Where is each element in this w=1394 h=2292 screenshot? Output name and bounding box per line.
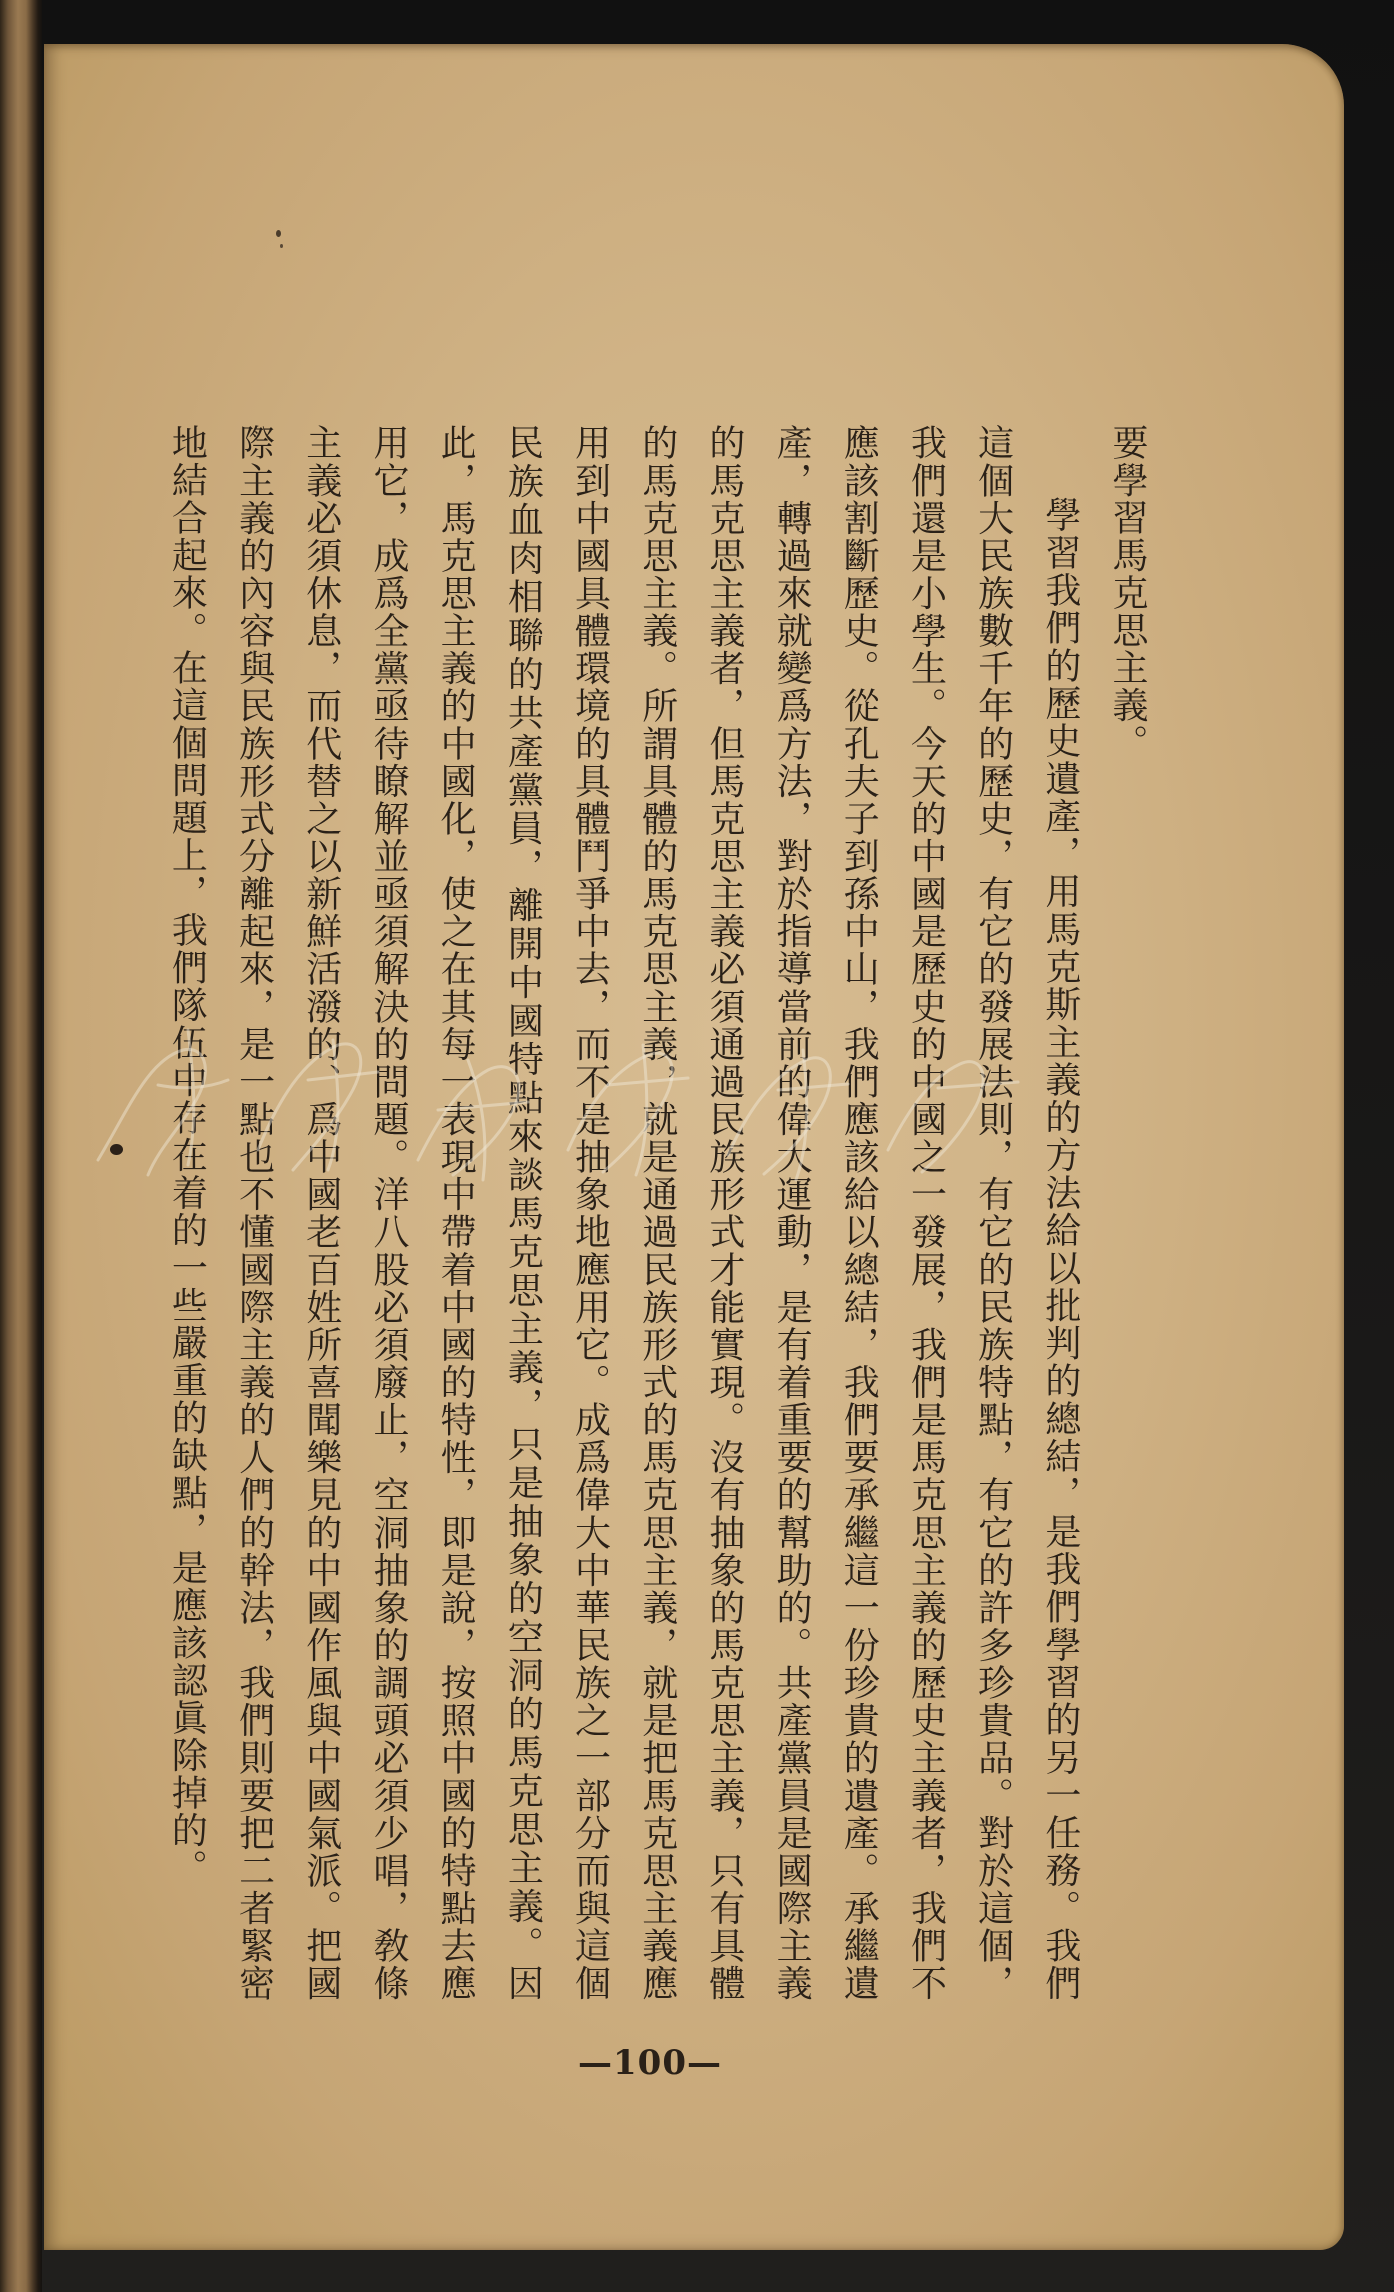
text-column-9: 用到中國具體環境的具體鬥爭中去，而不是抽象地應用它。成爲偉大中華民族之一部分而與這個: [569, 424, 611, 2002]
text-column-15: 地結合起來。在這個問題上，我們隊伍中存在着的一些嚴重的缺點，是應該認眞除掉的。: [166, 424, 208, 1887]
text-column-10: 民族血肉相聯的共產黨員，離開中國特點來談馬克思主義，只是抽象的空洞的馬克思主義。因: [502, 424, 544, 2002]
text-column-13: 主義必須休息，而代替之以新鮮活潑的、爲中國老百姓所喜聞樂見的中國作風與中國氣派。把國: [300, 424, 342, 2002]
text-column-11: 此，馬克思主義的中國化，使之在其每一表現中帶着中國的特性，即是說，按照中國的特點去應: [435, 424, 477, 2002]
page-number: —100—: [578, 2043, 722, 2083]
text-column-3: 這個大民族數千年的歷史，有它的發展法則，有它的民族特點，有它的許多珍貴品。對於這個，: [972, 424, 1014, 2002]
paper-speck: [276, 230, 281, 237]
adjacent-page-edge: [0, 0, 42, 2292]
text-column-14: 際主義的內容與民族形式分離起來，是一點也不懂國際主義的人們的幹法，我們則要把二者緊密: [233, 424, 275, 2002]
text-column-6: 產，轉過來就變爲方法，對於指導當前的偉大運動，是有着重要的幫助的。共產黨員是國際主義: [771, 424, 813, 2002]
text-column-4: 我們還是小學生。今天的中國是歷史的中國之一發展，我們是馬克思主義的歷史主義者，我們不: [905, 424, 947, 2002]
text-column-12: 用它，成爲全黨亟待瞭解並亟須解決的問題。洋八股必須廢止，空洞抽象的調頭必須少唱，敎條: [367, 424, 409, 2002]
text-column-2: 學習我們的歷史遺產，用馬克斯主義的方法給以批判的總結，是我們學習的另一任務。我們: [1039, 496, 1081, 2002]
text-column-1: 要學習馬克思主義。: [1107, 424, 1148, 762]
vertical-text-body: [153, 424, 1161, 2002]
paper-speck: [110, 1144, 123, 1155]
text-column-8: 的馬克思主義。所謂具體的馬克思主義，就是通過民族形式的馬克思主義，就是把馬克思主義應: [636, 424, 678, 2002]
text-column-5: 應該割斷歷史。從孔夫子到孫中山，我們應該給以總結，我們要承繼這一份珍貴的遺產。承繼遺: [838, 424, 880, 2002]
paper-speck: [280, 244, 283, 248]
text-column-7: 的馬克思主義者，但馬克思主義必須通過民族形式才能實現。沒有抽象的馬克思主義，只有具體: [703, 424, 745, 2002]
